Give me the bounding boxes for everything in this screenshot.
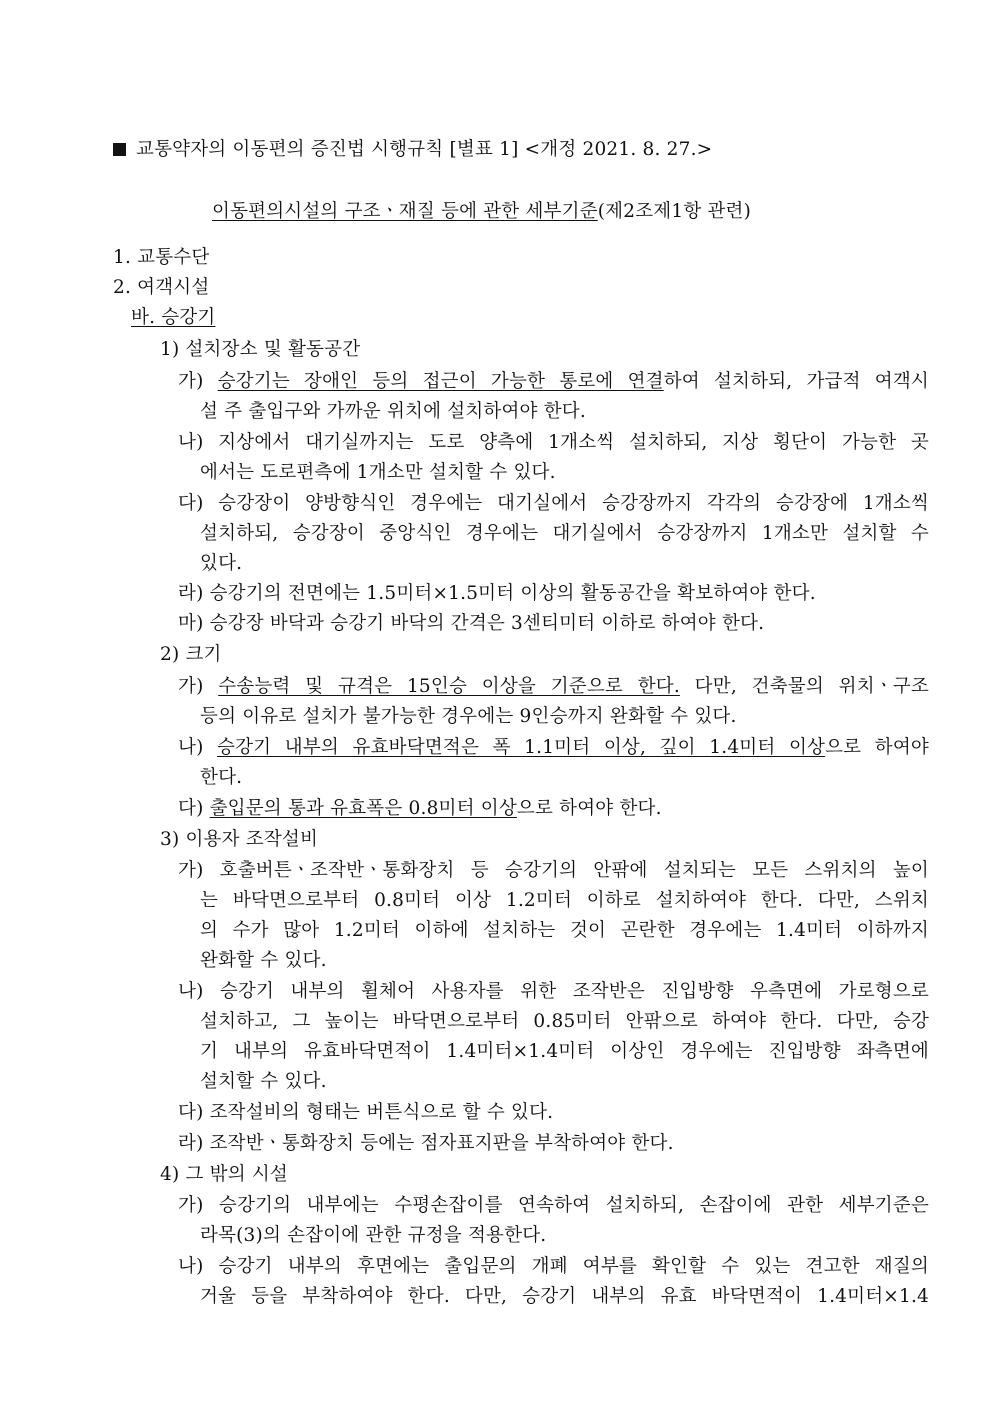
item-3-ga-line-3: 의 수가 많아 1.2미터 이하에 설치하는 것이 곤란한 경우에는 1.4미터 이하까지 [200, 920, 929, 941]
item-4-ga-line-1: 가) 승강기의 내부에는 수평손잡이를 연속하여 설치하되, 손잡이에 관한 세부기준은 [178, 1195, 929, 1216]
item-3-ga-line-4: 완화할 수 있다. [200, 950, 327, 971]
item-3-ra: 라) 조작반ㆍ통화장치 등에는 점자표지판을 부착하여야 한다. [178, 1133, 674, 1154]
item-3-ga-line-2: 는 바닥면으로부터 0.8미터 이상 1.2미터 이하로 설치하여야 한다. 다만, 스위치 [200, 890, 929, 911]
item-2-da: 다) 출입문의 통과 유효폭은 0.8미터 이상으로 하여야 한다. [178, 798, 662, 819]
document-header: 교통약자의 이동편의 증진법 시행규칙 [별표 1] <개정 2021. 8. 27.> [113, 138, 712, 162]
item-2-heading: 2) 크기 [160, 644, 222, 665]
item-1-da-line-3: 있다. [200, 553, 243, 574]
item-2-na-line-2: 한다. [200, 767, 243, 788]
item-3-ga-line-1: 가) 호출버튼ㆍ조작반ㆍ통화장치 등 승강기의 안팎에 설치되는 모든 스위치의 높이 [178, 860, 929, 881]
item-1-heading: 1) 설치장소 및 활동공간 [160, 339, 361, 360]
item-2-ga-line-2: 등의 이유로 설치가 불가능한 경우에는 9인승까지 완화할 수 있다. [200, 706, 737, 727]
item-1-na-line-1: 나) 지상에서 대기실까지는 도로 양측에 1개소씩 설치하되, 지상 횡단이 가능한 곳 [178, 432, 929, 453]
item-3-na-line-3: 기 내부의 유효바닥면적이 1.4미터×1.4미터 이상인 경우에는 진입방향 좌측면에 [200, 1041, 929, 1062]
item-1-da-line-1: 다) 승강장이 양방향식인 경우에는 대기실에서 승강장까지 각각의 승강장에 1개소씩 [178, 493, 929, 514]
section-1-heading: 1. 교통수단 [113, 247, 210, 268]
item-4-na-line-2: 거울 등을 부착하여야 한다. 다만, 승강기 내부의 유효 바닥면적이 1.4미터×1.4 [200, 1286, 929, 1307]
item-4-na-line-1: 나) 승강기 내부의 후면에는 출입문의 개폐 여부를 확인할 수 있는 견고한 재질의 [178, 1256, 929, 1277]
subsection-elevator-heading: 바. 승강기 [131, 307, 216, 328]
item-4-heading: 4) 그 밖의 시설 [160, 1164, 288, 1185]
section-2-heading: 2. 여객시설 [113, 277, 210, 298]
item-1-ra: 라) 승강기의 전면에는 1.5미터×1.5미터 이상의 활동공간을 확보하여야 한다. [178, 583, 816, 604]
item-4-ga-line-2: 라목(3)의 손잡이에 관한 규정을 적용한다. [200, 1225, 547, 1246]
item-3-na-line-4: 설치할 수 있다. [200, 1071, 327, 1092]
item-1-da-line-2: 설치하되, 승강장이 중앙식인 경우에는 대기실에서 승강장까지 1개소만 설치할 수 [200, 523, 929, 544]
item-1-na-line-2: 에서는 도로편측에 1개소만 설치할 수 있다. [200, 462, 556, 483]
item-3-da: 다) 조작설비의 형태는 버튼식으로 할 수 있다. [178, 1102, 554, 1123]
item-3-na-line-2: 설치하고, 그 높이는 바닥면으로부터 0.85미터 안팎으로 하여야 한다. 다만, 승강 [200, 1011, 929, 1032]
square-bullet-icon [113, 143, 126, 156]
item-2-ga-line-1: 가) 수송능력 및 규격은 15인승 이상을 기준으로 한다. 다만, 건축물의 위치ㆍ구조 [178, 676, 929, 697]
document-title: 이동편의시설의 구조ㆍ재질 등에 관한 세부기준(제2조제1항 관련) [212, 201, 752, 222]
item-1-ga-line-2: 설 주 출입구와 가까운 위치에 설치하여야 한다. [200, 401, 586, 422]
item-3-heading: 3) 이용자 조작설비 [160, 829, 319, 850]
item-2-na-line-1: 나) 승강기 내부의 유효바닥면적은 폭 1.1미터 이상, 깊이 1.4미터 이상으로 하여야 [178, 737, 929, 758]
item-1-ma: 마) 승강장 바닥과 승강기 바닥의 간격은 3센티미터 이하로 하여야 한다. [178, 613, 765, 634]
item-1-ga-line-1: 가) 승강기는 장애인 등의 접근이 가능한 통로에 연결하여 설치하되, 가급적 여객시 [178, 371, 929, 392]
item-3-na-line-1: 나) 승강기 내부의 휠체어 사용자를 위한 조작반은 진입방향 우측면에 가로형으로 [178, 981, 929, 1002]
